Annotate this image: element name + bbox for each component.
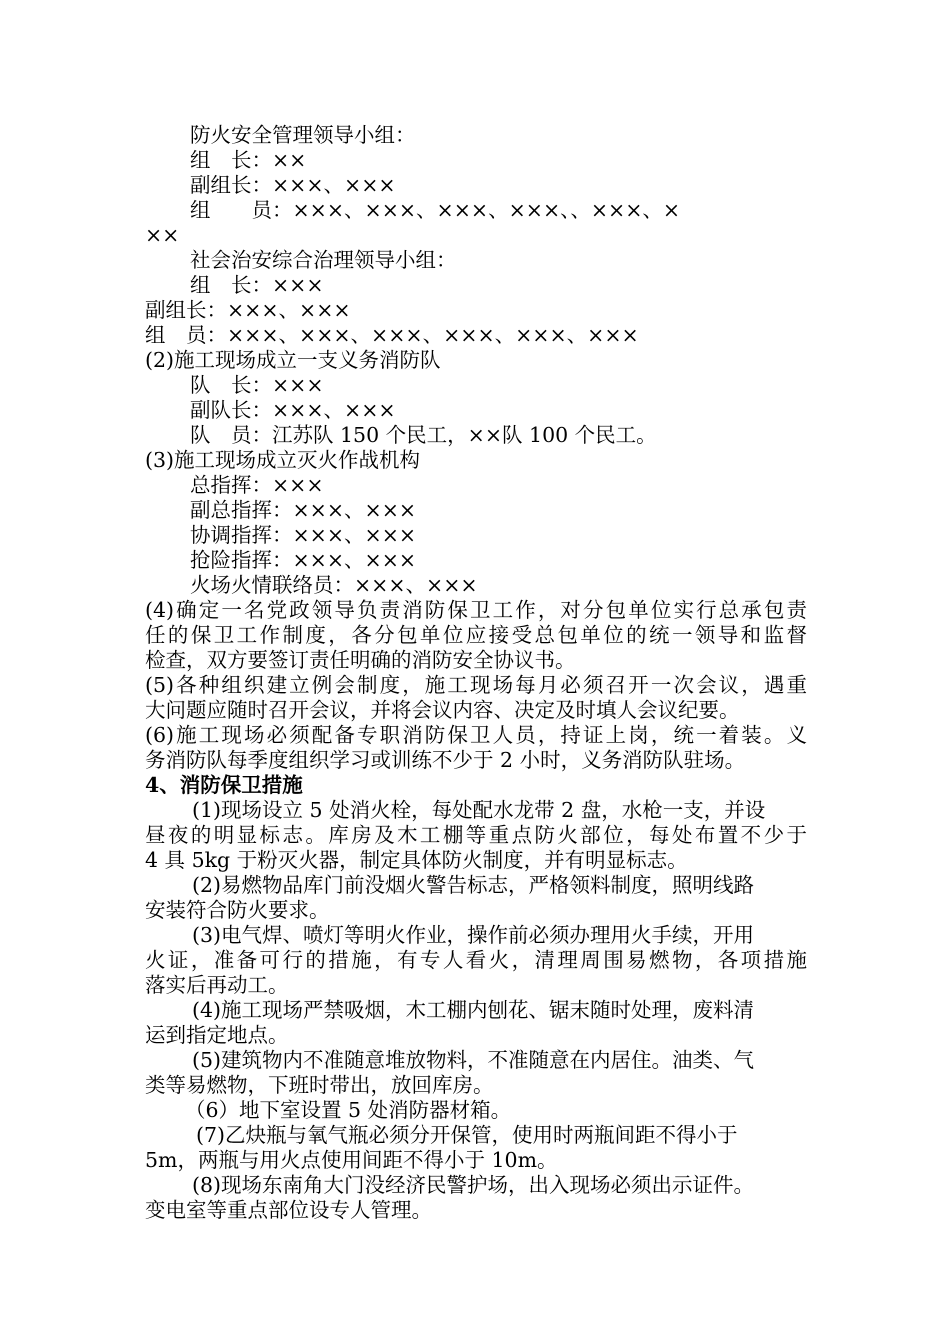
measure-3-line-2: 火证，准备可行的措施，有专人看火，清理周围易燃物，各项措施 [145, 948, 807, 972]
measure-8-line-2: 变电室等重点部位设专人管理。 [145, 1198, 432, 1222]
item-4-line-1: (4)确定一名党政领导负责消防保卫工作，对分包单位实行总承包责 [145, 598, 807, 622]
measure-7-line-1: (7)乙炔瓶与氧气瓶必须分开保管，使用时两瓶间距不得小于 [196, 1123, 738, 1147]
measure-4-line-2: 运到指定地点。 [145, 1023, 289, 1047]
measure-4-line-1: (4)施工现场严禁吸烟，木工棚内刨花、锯末随时处理，废料清 [192, 998, 755, 1022]
item-4-line-3: 检查，双方要签订责任明确的消防安全协议书。 [145, 648, 576, 672]
security-group-members: 组 员：×××、×××、×××、×××、×××、××× [145, 323, 639, 347]
fire-group-leader: 组 长：×× [190, 148, 307, 172]
fire-liaison: 火场火情联络员：×××、××× [190, 573, 478, 597]
team-leader: 队 长：××× [190, 373, 324, 397]
measure-1-line-1: (1)现场设立 5 处消火栓，每处配水龙带 2 盘，水枪一支，并设 [192, 798, 766, 822]
measure-6: （6）地下室设置 5 处消防器材箱。 [185, 1098, 512, 1122]
measure-3-line-1: (3)电气焊、喷灯等明火作业，操作前必须办理用火手续，开用 [192, 923, 755, 947]
security-group-leader: 组 长：××× [190, 273, 324, 297]
item-5-line-1: (5)各种组织建立例会制度，施工现场每月必须召开一次会议，遇重 [145, 673, 807, 697]
measure-1-line-3: 4 具 5kg 于粉灭火器，制定具体防火制度，并有明显标志。 [145, 848, 688, 872]
measure-8-line-1: (8)现场东南角大门没经济民警护场，出入现场必须出示证件。 [192, 1173, 755, 1197]
section-4-heading: 4、消防保卫措施 [145, 773, 303, 797]
item-5-line-2: 大问题应随时召开会议，并将会议内容、决定及时填人会议纪要。 [145, 698, 740, 722]
security-group-title: 社会治安综合治理领导小组： [190, 248, 457, 272]
rescue-commander: 抢险指挥：×××、××× [190, 548, 417, 572]
team-deputy: 副队长：×××、××× [190, 398, 396, 422]
item-6-line-2: 务消防队每季度组织学习或训练不少于 2 小时，义务消防队驻场。 [145, 748, 746, 772]
item-6-line-1: (6)施工现场必须配备专职消防保卫人员，持证上岗，统一着装。义 [145, 723, 807, 747]
measure-1-line-2: 昼夜的明显标志。库房及木工棚等重点防火部位，每处布置不少于 [145, 823, 807, 847]
item-2-heading: (2)施工现场成立一支义务消防队 [145, 348, 441, 372]
measure-7-line-2: 5m，两瓶与用火点使用间距不得小于 10m。 [145, 1148, 558, 1172]
measure-3-line-3: 落实后再动工。 [145, 973, 289, 997]
fire-group-members-cont: ×× [145, 223, 180, 247]
measure-5-line-2: 类等易燃物，下班时带出，放回库房。 [145, 1073, 494, 1097]
security-group-deputy: 副组长：×××、××× [145, 298, 351, 322]
deputy-commander: 副总指挥：×××、××× [190, 498, 417, 522]
team-members: 队 员：江苏队 150 个民工，××队 100 个民工。 [190, 423, 657, 447]
fire-safety-group-title: 防火安全管理领导小组： [190, 123, 416, 147]
measure-5-line-1: (5)建筑物内不准随意堆放物料，不准随意在内居住。油类、气 [192, 1048, 755, 1072]
fire-group-members: 组 员：×××、×××、×××、×××、、×××、× [190, 198, 681, 222]
fire-group-deputy: 副组长：×××、××× [190, 173, 396, 197]
measure-2-line-1: (2)易燃物品库门前没烟火警告标志，严格领料制度，照明线路 [192, 873, 755, 897]
measure-2-line-2: 安装符合防火要求。 [145, 898, 330, 922]
item-4-line-2: 任的保卫工作制度，各分包单位应接受总包单位的统一领导和监督 [145, 623, 807, 647]
item-3-heading: (3)施工现场成立灭火作战机构 [145, 448, 421, 472]
coordination-commander: 协调指挥：×××、××× [190, 523, 417, 547]
commander: 总指挥：××× [190, 473, 324, 497]
